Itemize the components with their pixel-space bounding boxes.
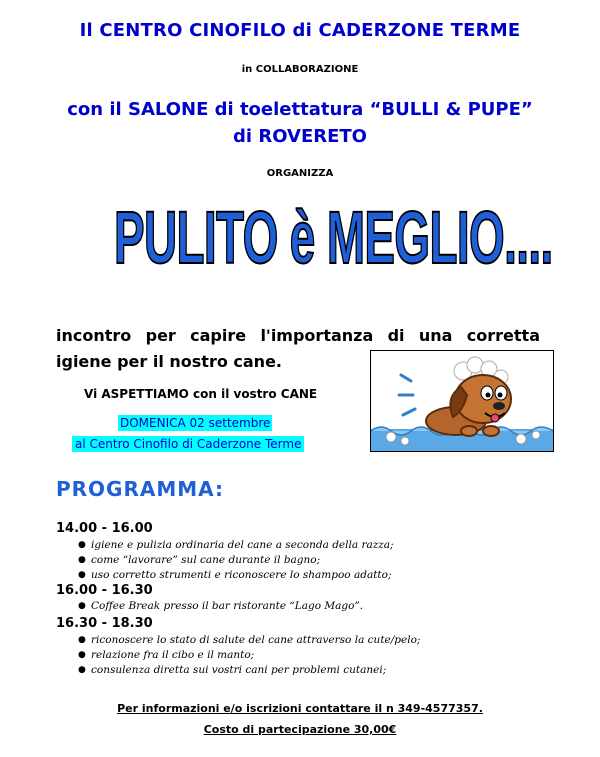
cost-info: Costo di partecipazione 30,00€ [203,723,397,736]
time-slot-3: 16.30 - 18.30 [56,616,153,631]
list-item: ● uso corretto strumenti e riconoscere lo shampoo adatto; [78,569,392,581]
list-item: ● relazione fra il cibo e il manto; [78,649,255,661]
bullet-dot-icon: ● [78,570,86,580]
time-slot-1: 14.00 - 16.00 [56,521,153,536]
list-item: ● consulenza diretta sui vostri cani per problemi cutanei; [78,664,387,676]
list-item: ● come “lavorare” sul cane durante il bagno; [78,554,321,566]
bullet-dot-icon: ● [78,601,86,611]
program-list-1 [78,538,394,583]
event-title: PULITO è MEGLIO.... [114,196,553,279]
organizza-text: ORGANIZZA [266,168,334,179]
bullet-dot-icon: ● [78,665,86,675]
list-item: ● riconoscere lo stato di salute del cane attraverso la cute/pelo; [78,634,421,646]
bathing-dog-icon [370,350,554,452]
collab-text: in COLLABORAZIONE [241,64,359,75]
program-list-2 [78,599,363,614]
program-title: PROGRAMMA: [56,477,225,501]
salon-text: con il SALONE di toelettatura “BULLI & PUPE” [67,99,533,120]
time-slot-2: 16.00 - 16.30 [56,583,153,598]
bullet-dot-icon: ● [78,635,86,645]
event-date: DOMENICA 02 settembre [120,416,271,430]
list-item: ● igiene e pulizia ordinaria del cane a seconda della razza; [78,539,394,551]
program-list-3 [78,633,420,678]
city-text: di ROVERETO [233,126,367,147]
event-place: al Centro Cinofilo di Caderzone Terme [72,436,304,452]
header-title: Il CENTRO CINOFILO di CADERZONE TERME [79,20,521,41]
list-item: ● Coffee Break presso il bar ristorante “Lago Mago”. [78,600,364,612]
contact-info: Per informazioni e/o iscrizioni contattare il n 349-4577357. [117,702,483,715]
wait-text: Vi ASPETTIAMO con il vostro CANE [84,387,318,401]
bullet-dot-icon: ● [78,555,86,565]
bullet-dot-icon: ● [78,650,86,660]
intro-line-2: igiene per il nostro cane. [56,352,282,371]
bullet-dot-icon: ● [78,540,86,550]
intro-line-1: incontro per capire l'importanza di una corretta [56,326,540,345]
